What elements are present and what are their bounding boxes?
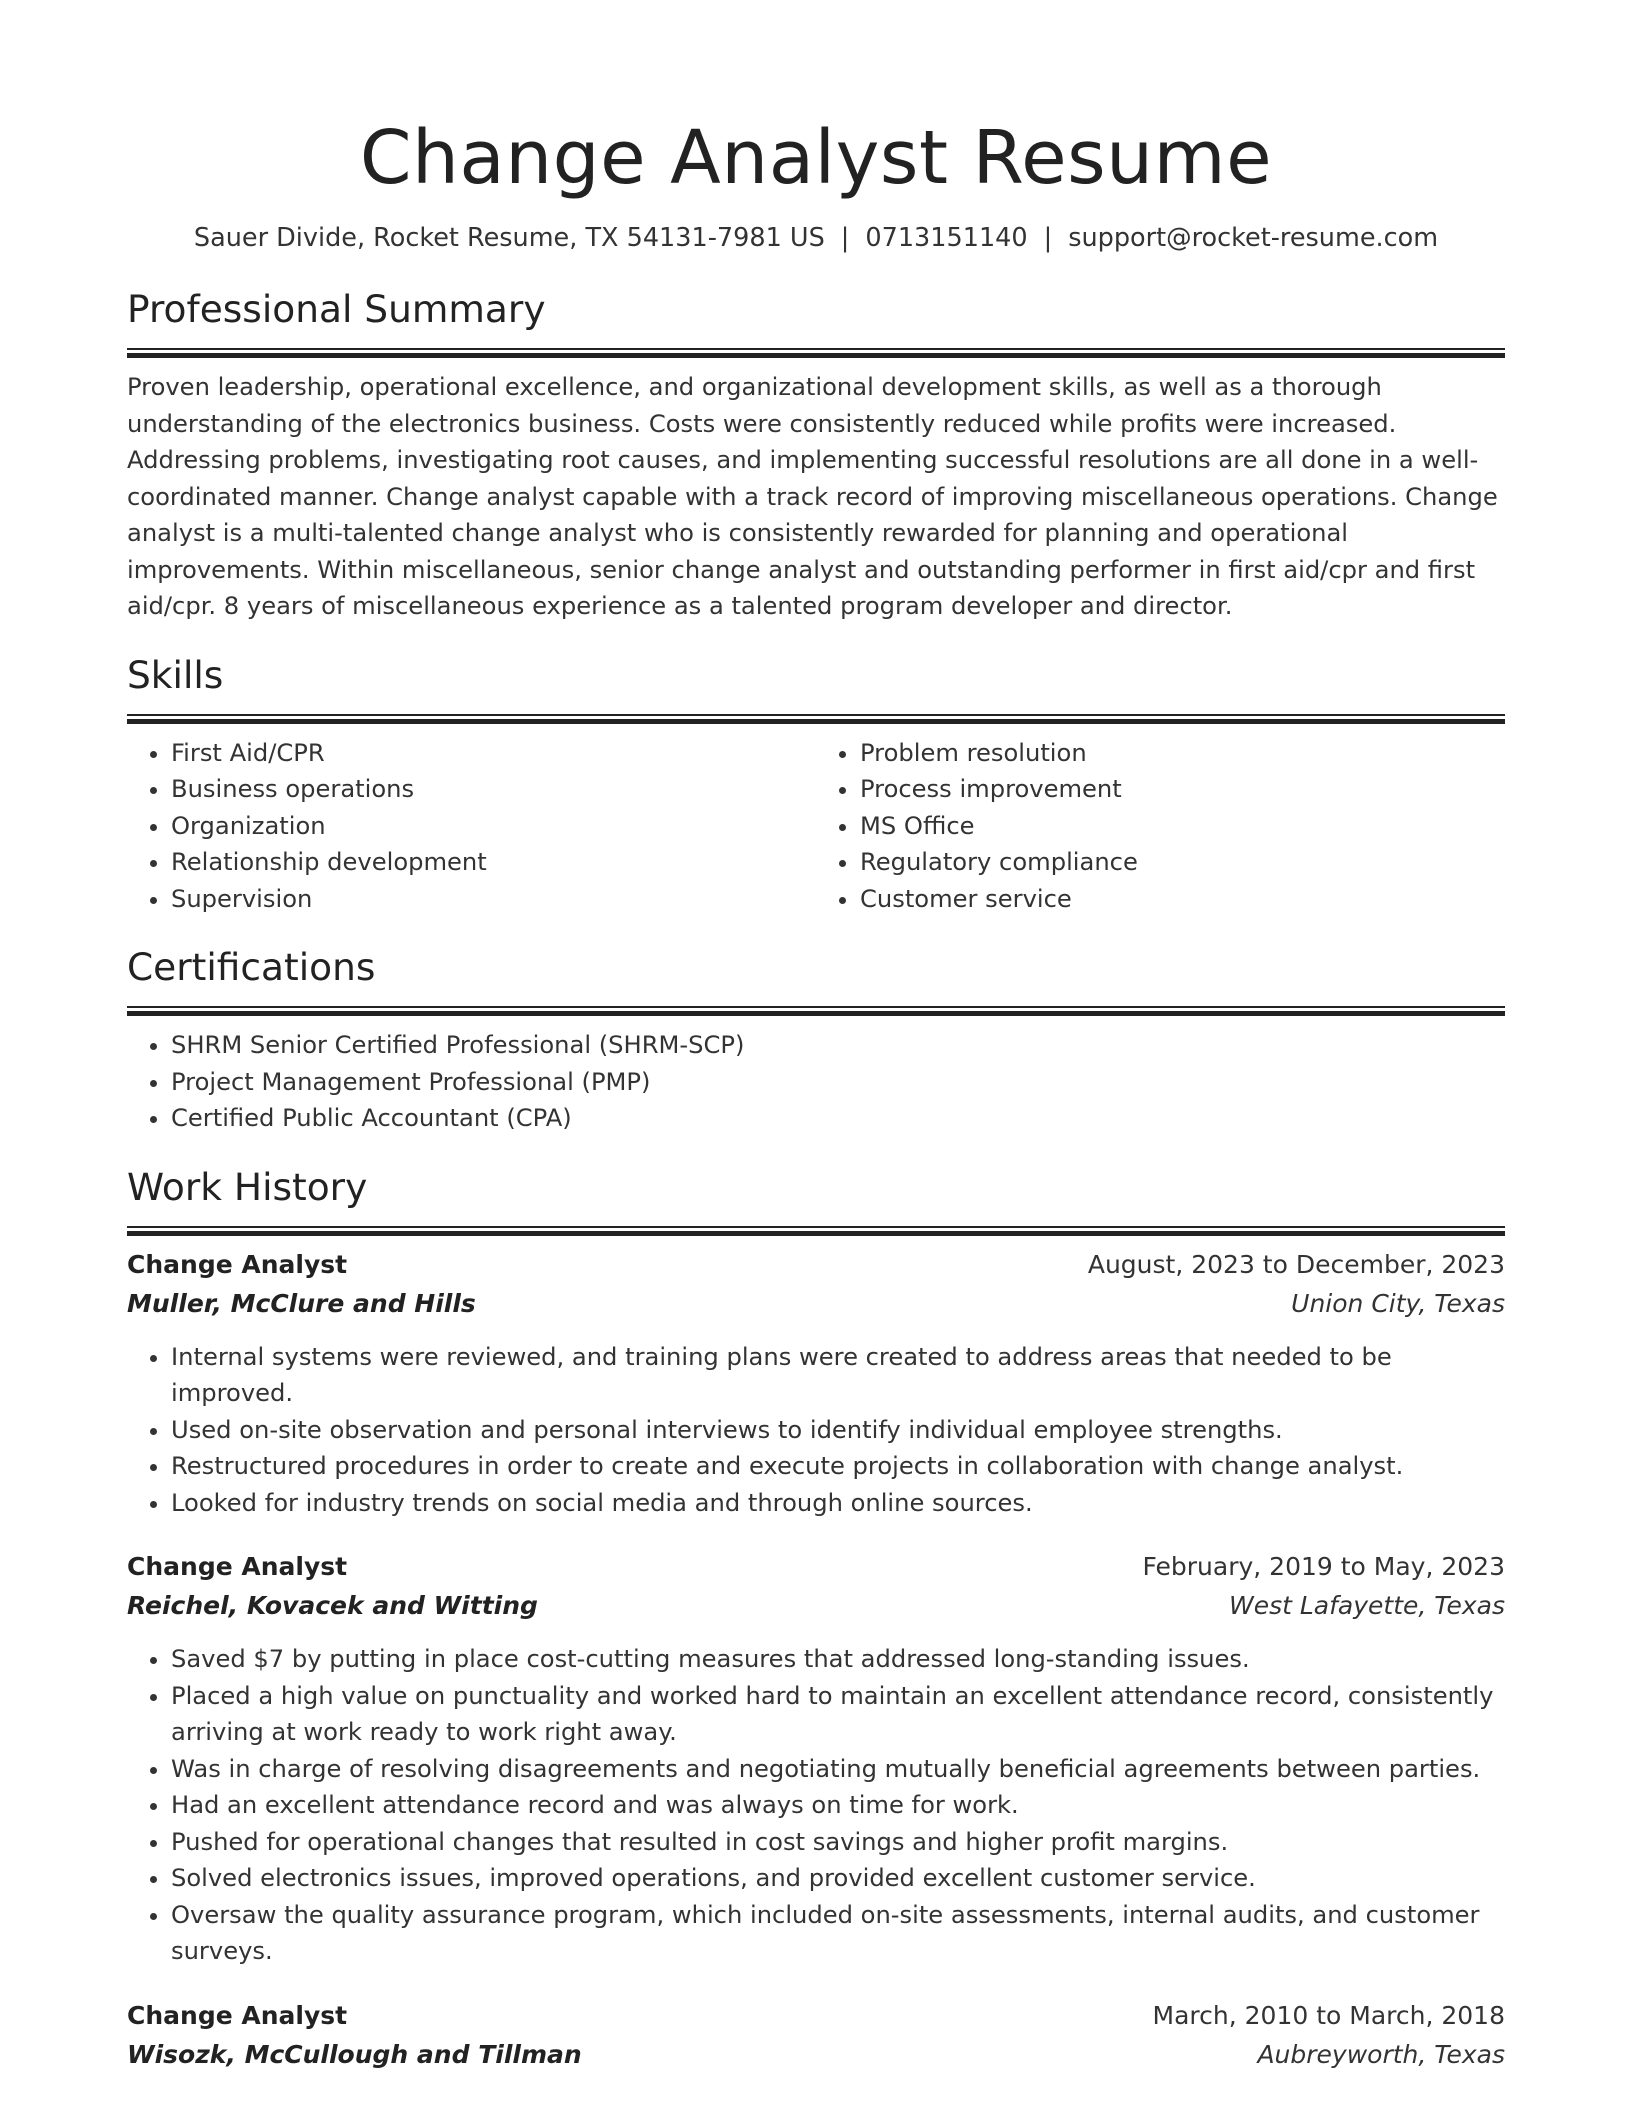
contact-address: Sauer Divide, Rocket Resume, TX 54131-7981 US: [193, 223, 825, 254]
list-item: • Supervision: [171, 881, 816, 918]
list-item: • Internal systems were reviewed, and training plans were created to address areas that needed to be improved.: [171, 1339, 1505, 1412]
summary-section: [127, 287, 1505, 625]
job-dates: March, 2010 to March, 2018: [1152, 2000, 1505, 2030]
list-item: • First Aid/CPR: [171, 735, 816, 772]
list-item: • Pushed for operational changes that resulted in cost savings and higher profit margins.: [171, 1824, 1505, 1861]
job-company: Reichel, Kovacek and Witting: [127, 1591, 538, 1621]
job-company-row: [127, 1284, 1505, 1323]
list-item: • Business operations: [171, 771, 816, 808]
job-company-row: [127, 2035, 1505, 2074]
skills-section: [127, 653, 1505, 918]
job-location: West Lafayette, Texas: [1228, 1591, 1505, 1621]
contact-line: [127, 223, 1505, 253]
job-title: Change Analyst: [127, 1552, 348, 1582]
list-item: • MS Office: [860, 808, 1505, 845]
job-dates: August, 2023 to December, 2023: [1087, 1249, 1505, 1279]
job-title-row: [127, 1996, 1505, 2035]
job-location: Aubreyworth, Texas: [1257, 2039, 1505, 2069]
skills-list: [127, 735, 1505, 918]
list-item: • Problem resolution: [860, 735, 1505, 772]
list-item: • Solved electronics issues, improved operations, and provided excellent customer service.: [171, 1860, 1505, 1897]
job-title-row: [127, 1245, 1505, 1284]
job-company: Muller, McClure and Hills: [127, 1288, 476, 1318]
job-entry: [127, 1996, 1505, 2074]
list-item: • Relationship development: [171, 844, 816, 881]
job-title: Change Analyst: [127, 2000, 348, 2030]
list-item: • SHRM Senior Certified Professional (SHRM-SCP): [171, 1027, 1505, 1064]
list-item: • Used on-site observation and personal interviews to identify individual employee strengths.: [171, 1412, 1505, 1449]
job-entry: [127, 1245, 1505, 1522]
job-entry: [127, 1547, 1505, 1970]
jobs-list: [127, 1245, 1505, 2074]
section-divider: [127, 348, 1505, 353]
list-item: • Saved $7 by putting in place cost-cutting measures that addressed long-standing issues.: [171, 1641, 1505, 1678]
section-divider: [127, 1006, 1505, 1011]
contact-email: support@rocket-resume.com: [1068, 223, 1439, 254]
job-title-row: [127, 1547, 1505, 1586]
list-item: • Certified Public Accountant (CPA): [171, 1100, 1505, 1137]
list-item: • Had an excellent attendance record and was always on time for work.: [171, 1787, 1505, 1824]
contact-separator: |: [1043, 223, 1053, 254]
skills-column-left: [127, 735, 816, 918]
skills-column-right: [816, 735, 1505, 918]
section-divider: [127, 714, 1505, 719]
contact-separator: |: [840, 223, 850, 254]
section-divider: [127, 1226, 1505, 1231]
certifications-heading: Certifications: [127, 945, 376, 990]
certifications-section: [127, 945, 1505, 1137]
job-company-row: [127, 1586, 1505, 1625]
list-item: • Looked for industry trends on social media and through online sources.: [171, 1485, 1505, 1522]
summary-text: Proven leadership, operational excellence, and organizational development skills, as well as a thorough understanding of the electronics business. Costs were consistently reduced while profits were increased. Addressing problems, investigating root causes, and implementing successful resolutions are all done in a well-coordinated manner. Change analyst capable with a track record of improving miscellaneous operations. Change analyst is a multi-talented change analyst who is consistently rewarded for planning and operational improvements. Within miscellaneous, senior change analyst and outstanding performer in first aid/cpr and first aid/cpr. 8 years of miscellaneous experience as a talented program developer and director.: [127, 373, 1498, 621]
certifications-list: [127, 1027, 1505, 1137]
list-item: • Restructured procedures in order to create and execute projects in collaboration with change analyst.: [171, 1448, 1505, 1485]
list-item: • Project Management Professional (PMP): [171, 1064, 1505, 1101]
contact-phone: 0713151140: [865, 223, 1028, 254]
job-bullets: [127, 1339, 1505, 1522]
job-bullets: [127, 1641, 1505, 1970]
job-company: Wisozk, McCullough and Tillman: [127, 2039, 582, 2069]
resume-title: Change Analyst Resume: [359, 115, 1273, 201]
list-item: • Regulatory compliance: [860, 844, 1505, 881]
job-location: Union City, Texas: [1291, 1288, 1505, 1318]
work-heading: Work History: [127, 1164, 368, 1209]
list-item: • Customer service: [860, 881, 1505, 918]
list-item: • Organization: [171, 808, 816, 845]
work-section: [127, 1165, 1505, 2074]
job-dates: February, 2019 to May, 2023: [1142, 1552, 1505, 1582]
list-item: • Oversaw the quality assurance program, which included on-site assessments, internal audits, and customer surveys.: [171, 1897, 1505, 1970]
skills-heading: Skills: [127, 652, 224, 697]
list-item: • Was in charge of resolving disagreements and negotiating mutually beneficial agreements between parties.: [171, 1751, 1505, 1788]
summary-heading: Professional Summary: [127, 287, 546, 332]
job-title: Change Analyst: [127, 1249, 348, 1279]
list-item: • Process improvement: [860, 771, 1505, 808]
list-item: • Placed a high value on punctuality and worked hard to maintain an excellent attendance record, consistently arriving at work ready to work right away.: [171, 1678, 1505, 1751]
